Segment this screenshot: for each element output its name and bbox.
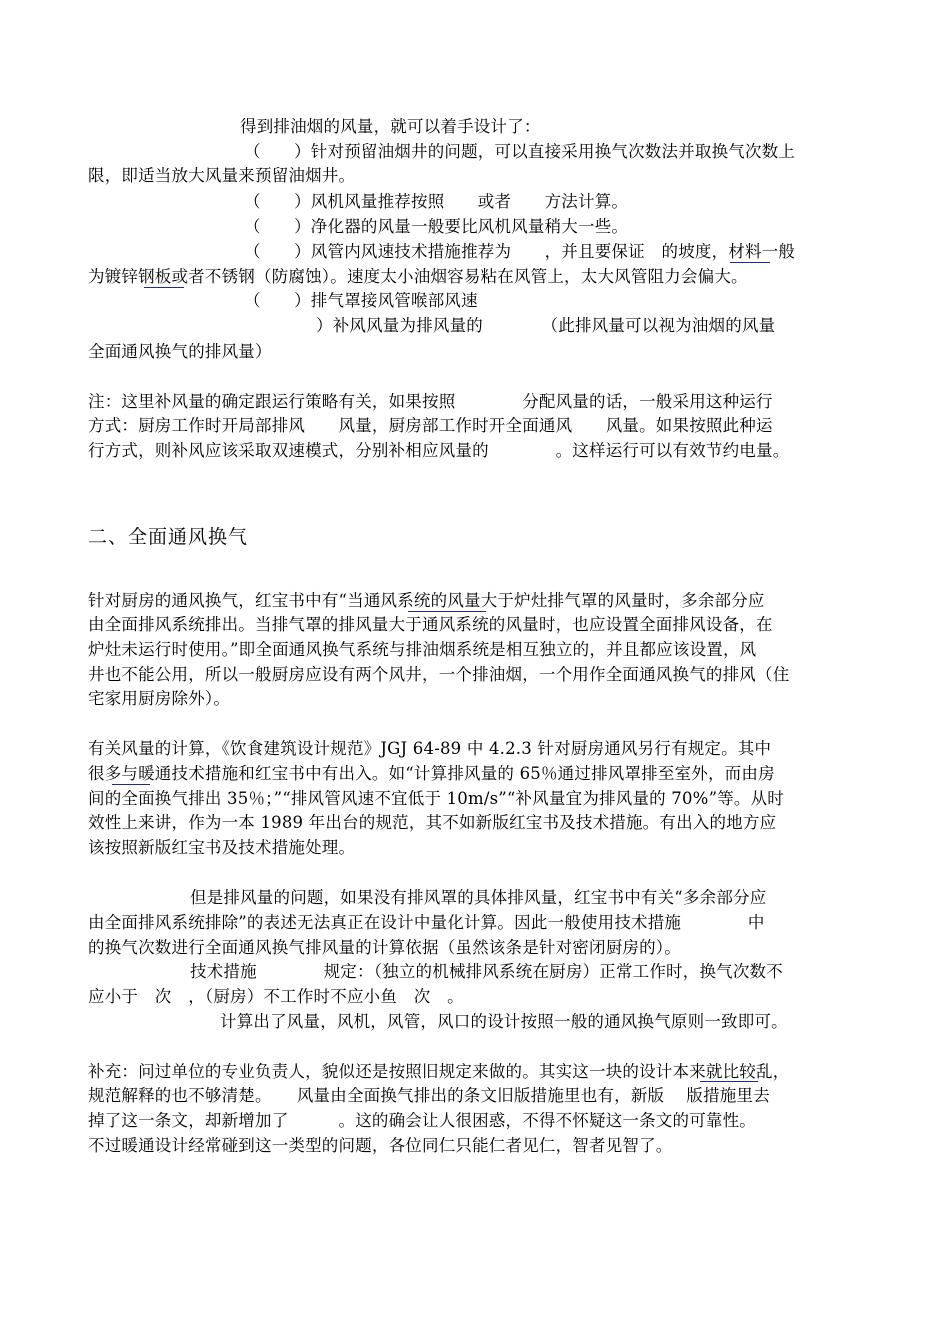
text-line: 间的全面换气排出 35％；”“排风管风速不宜低于 10m/s”“补风量宜为排风量的 70%”等。从时 bbox=[88, 789, 784, 808]
text-line: 补充：问过单位的专业负责人，貌似还是按照旧规定来做的。其实这一块的设计本来就比较乱， bbox=[88, 1062, 790, 1081]
text-line: 得到排油烟的风量，就可以着手设计了： bbox=[240, 117, 541, 136]
text-line: 限，即适当放大风量来预留油烟井。 bbox=[88, 166, 356, 185]
text-line: ）补风风量为排风量的 （此排风量可以视为油烟的风量 bbox=[316, 316, 776, 335]
text-underline bbox=[112, 784, 150, 785]
text-line: （ ）净化器的风量一般要比风机风量稍大一些。 bbox=[244, 217, 629, 236]
text-line: 由全面排风系统排除”的表述无法真正在设计中量化计算。因此一般使用技术措施 中 bbox=[88, 913, 765, 932]
text-line: （ ）风管内风速技术措施推荐为 ，并且要保证 的坡度，材料一般 bbox=[244, 242, 796, 261]
text-line: 井也不能公用，所以一般厨房应设有两个风井，一个排油烟，一个用作全面通风换气的排风（住 bbox=[88, 665, 790, 684]
text-line: （ ）排气罩接风管喉部风速 bbox=[244, 291, 478, 310]
text-line: 全面通风换气的排风量） bbox=[88, 342, 272, 361]
text-line: 由全面排风系统排出。当排气罩的排风量大于通风系统的风量时，也应设置全面排风设备，在 bbox=[88, 615, 773, 634]
text-line: 该按照新版红宝书及技术措施处理。 bbox=[88, 838, 356, 857]
text-underline bbox=[730, 262, 770, 263]
text-line: 很多与暖通技术措施和红宝书中有出入。如“计算排风量的 65％通过排风罩排至室外，而由房 bbox=[88, 764, 775, 783]
text-line: （ ）风机风量推荐按照 或者 方法计算。 bbox=[244, 192, 629, 211]
text-line: 有关风量的计算，《饮食建筑设计规范》JGJ 64-89 中 4.2.3 针对厨房通风另行有规定。其中 bbox=[88, 739, 772, 758]
text-line: 规范解释的也不够清楚。 风量由全面换气排出的条文旧版措施里也有，新版 版措施里去 bbox=[88, 1086, 770, 1105]
text-line: 为镀锌钢板或者不锈钢（防腐蚀）。速度太小油烟容易粘在风管上，太大风管阻力会偏大。 bbox=[88, 267, 748, 286]
text-line: 计算出了风量，风机，风管，风口的设计按照一般的通风换气原则一致即可。 bbox=[220, 1012, 788, 1031]
text-line: 效性上来讲，作为一本 1989 年出台的规范，其不如新版红宝书及技术措施。有出入的地方应 bbox=[88, 813, 777, 832]
text-underline bbox=[700, 1081, 758, 1082]
text-underline bbox=[408, 611, 486, 612]
text-line: 方式：厨房工作时开局部排风 风量，厨房部工作时开全面通风 风量。如果按照此种运 bbox=[88, 416, 773, 435]
text-underline bbox=[144, 287, 184, 288]
text-line: 不过暖通设计经常碰到这一类型的问题，各位同仁只能仁者见仁，智者见智了。 bbox=[88, 1136, 673, 1155]
text-line: 宅家用厨房除外）。 bbox=[88, 689, 231, 708]
text-line: 行方式，则补风应该采取双速模式，分别补相应风量的 。这样运行可以有效节约电量。 bbox=[88, 441, 790, 460]
text-line: （ ）针对预留油烟井的问题，可以直接采用换气次数法并取换气次数上 bbox=[244, 142, 796, 161]
text-line: 的换气次数进行全面通风换气排风量的计算依据（虽然该条是针对密闭厨房的）。 bbox=[88, 938, 681, 957]
text-line: 针对厨房的通风换气，红宝书中有“当通风系统的风量大于炉灶排气罩的风量时，多余部分应 bbox=[88, 591, 765, 610]
text-line: 掉了这一条文，却新增加了 。这的确会让人很困惑，不得不怀疑这一条文的可靠性。 bbox=[88, 1111, 756, 1130]
text-line: 炉灶未运行时使用。”即全面通风换气系统与排油烟系统是相互独立的，并且都应该设置，风 bbox=[88, 640, 757, 659]
text-line: 技术措施 规定：（独立的机械排风系统在厨房）正常工作时，换气次数不 bbox=[190, 962, 783, 981]
section-heading: 二、全面通风换气 bbox=[88, 526, 249, 548]
text-line: 但是排风量的问题，如果没有排风罩的具体排风量，红宝书中有关“多余部分应 bbox=[190, 888, 767, 907]
text-line: 应小于 次 ，（厨房）不工作时不应小鱼 次 。 bbox=[88, 987, 464, 1006]
text-line: 注：这里补风量的确定跟运行策略有关，如果按照 分配风量的话，一般采用这种运行 bbox=[88, 392, 773, 411]
